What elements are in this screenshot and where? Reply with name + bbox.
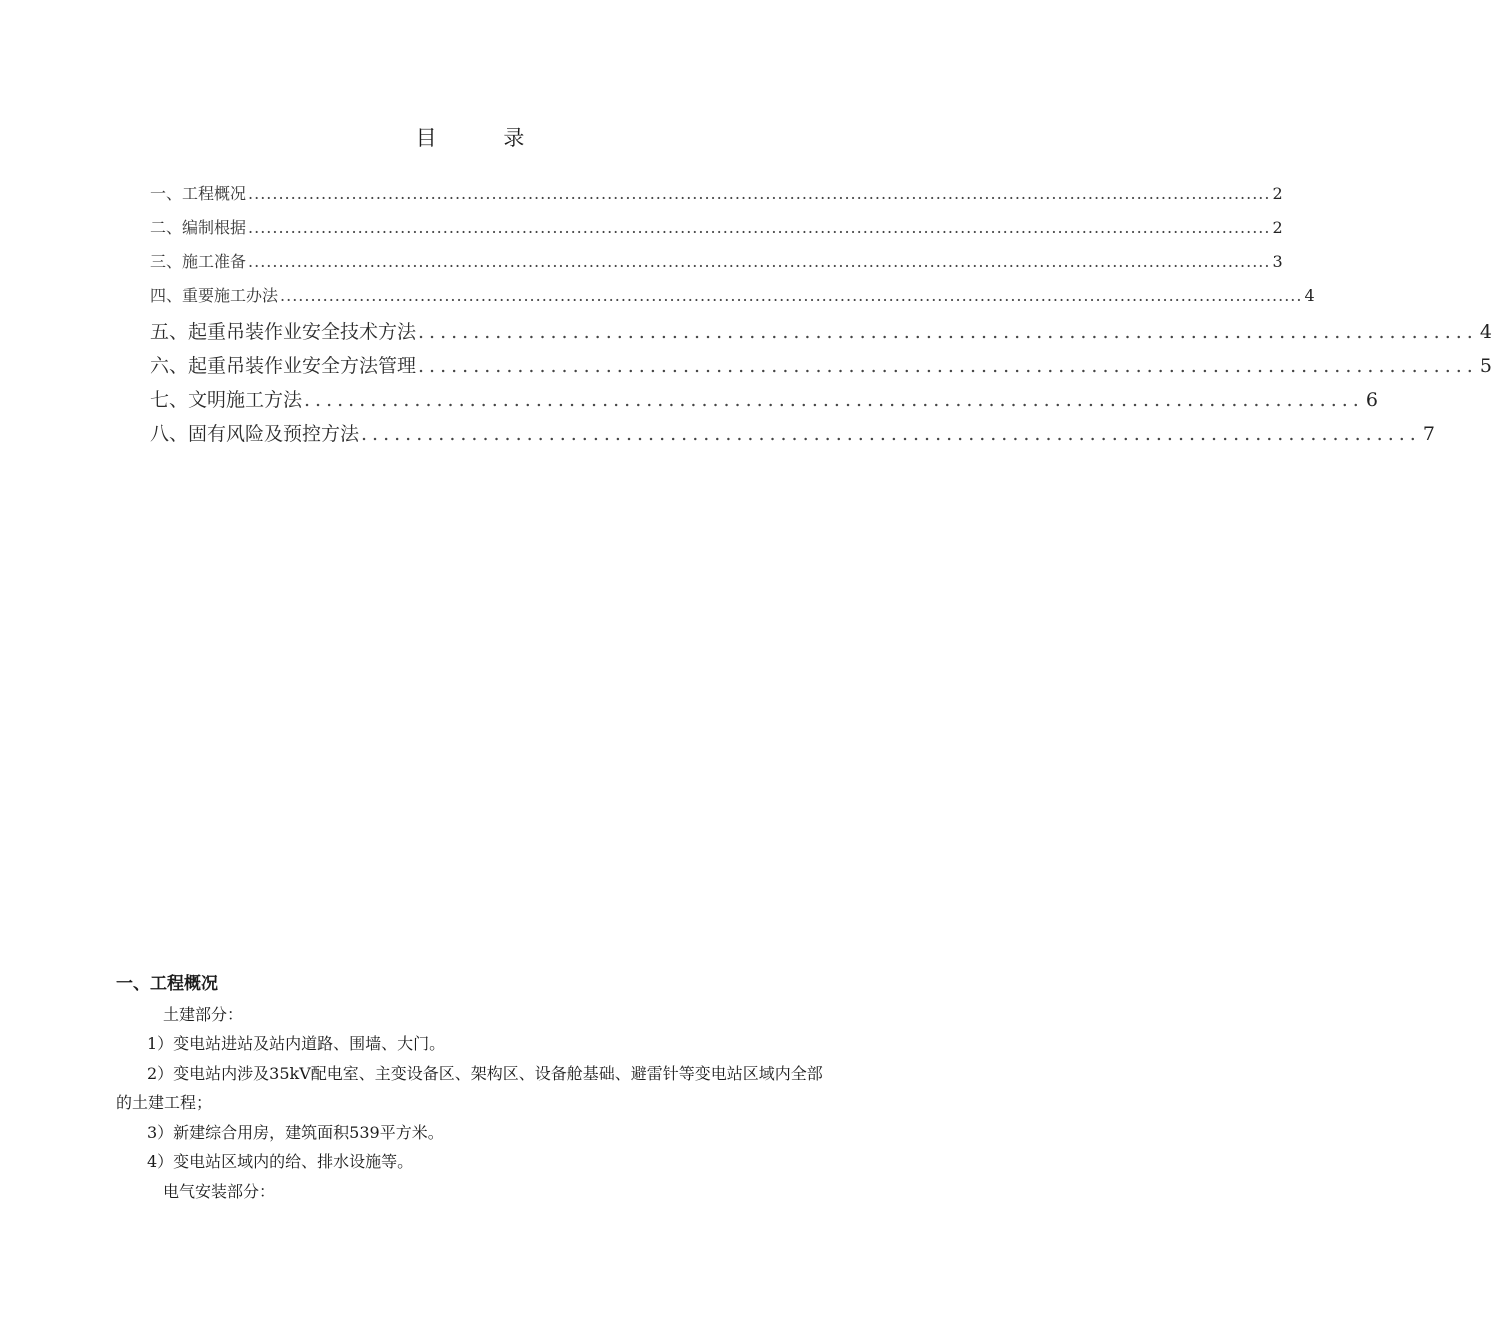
toc-entry-label: 八、固有风险及预控方法 <box>150 423 360 445</box>
toc-entry[interactable] <box>150 385 1378 419</box>
civil-item-3: 3）新建综合用房，建筑面积539平方米。 <box>147 1122 444 1142</box>
civil-item-1: 1）变电站进站及站内道路、围墙、大门。 <box>147 1034 446 1053</box>
toc-title: 目 录 <box>415 126 555 150</box>
toc-entry[interactable] <box>150 215 1283 249</box>
civil-item-4: 4）变电站区域内的给、排水设施等。 <box>147 1152 414 1171</box>
toc-leader-dots: ........................................................................................................................................................................ <box>248 184 1271 203</box>
toc-entry-page: 6 <box>1365 389 1378 411</box>
toc-entry-page: 4 <box>1479 321 1492 343</box>
toc-leader-dots: ................................................................................................ <box>418 321 1478 343</box>
toc-entry-label: 五、起重吊装作业安全技术方法 <box>150 321 417 343</box>
toc-leader-dots: ................................................................................................ <box>361 423 1421 445</box>
toc-leader-dots: ................................................................................................ <box>304 389 1364 411</box>
electrical-works-subtitle: 电气安装部分： <box>163 1181 276 1201</box>
section-heading: 一、工程概况 <box>116 974 218 994</box>
table-of-contents <box>150 181 1492 453</box>
toc-entry-page: 7 <box>1422 423 1435 445</box>
toc-leader-dots: ........................................................................................................................................................................ <box>280 286 1303 305</box>
toc-entry-page: 2 <box>1272 218 1283 237</box>
toc-leader-dots: ................................................................................................ <box>418 355 1478 377</box>
toc-entry[interactable] <box>150 351 1492 385</box>
toc-entry-page: 5 <box>1479 355 1492 377</box>
toc-entry-label: 三、施工准备 <box>150 252 247 271</box>
section-project-overview <box>116 970 828 1206</box>
toc-entry[interactable] <box>150 181 1283 215</box>
toc-leader-dots: ........................................................................................................................................................................ <box>248 218 1271 237</box>
toc-entry-label: 七、文明施工方法 <box>150 389 303 411</box>
toc-entry[interactable] <box>150 317 1492 351</box>
toc-leader-dots: ........................................................................................................................................................................ <box>248 252 1271 271</box>
toc-entry-label: 六、起重吊装作业安全方法管理 <box>150 355 417 377</box>
toc-entry-label: 一、工程概况 <box>150 184 247 203</box>
toc-entry[interactable] <box>150 249 1283 283</box>
toc-entry-page: 3 <box>1272 252 1283 271</box>
toc-entry-label: 二、编制根据 <box>150 218 247 237</box>
toc-entry[interactable] <box>150 419 1435 453</box>
civil-works-subtitle: 土建部分： <box>163 1004 244 1024</box>
toc-entry-page: 2 <box>1272 184 1283 203</box>
toc-entry[interactable] <box>150 283 1315 317</box>
toc-entry-page: 4 <box>1304 286 1315 305</box>
civil-item-2: 2）变电站内涉及35kV配电室、主变设备区、架构区、设备舱基础、避雷针等变电站区域内全部的土建工程； <box>116 1063 823 1112</box>
toc-entry-label: 四、重要施工办法 <box>150 286 279 305</box>
